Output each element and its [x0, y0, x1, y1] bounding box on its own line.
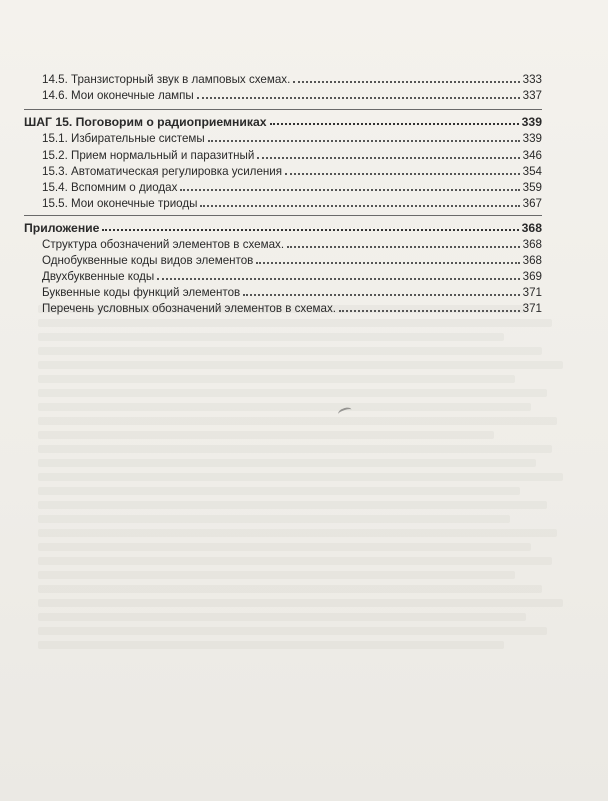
leader-dots	[287, 246, 520, 248]
toc-entry-page: 346	[522, 149, 542, 162]
toc-chapter-page: 368	[521, 221, 542, 235]
toc-entry-title: 15.4. Вспомним о диодах	[42, 181, 178, 194]
toc-entry-title: 15.5. Мои оконечные триоды	[42, 197, 198, 210]
toc-entry-title: Структура обозначений элементов в схемах.	[42, 238, 285, 251]
toc-entry-page: 369	[522, 270, 542, 283]
toc-appendix	[24, 219, 542, 235]
leader-dots	[285, 173, 520, 175]
toc-entry-appendix-3	[42, 268, 542, 284]
toc-entry-page: 333	[522, 73, 542, 86]
toc-entry-15-2	[42, 147, 542, 163]
toc-entry-page: 337	[522, 89, 542, 102]
toc-entry-page: 371	[522, 286, 542, 299]
toc-entry-appendix-1	[42, 236, 542, 252]
toc-entry-page: 339	[522, 132, 542, 145]
toc-entry-title: Двухбуквенные коды	[42, 270, 155, 283]
toc-entry-14-5	[42, 71, 542, 87]
section-divider	[24, 109, 542, 110]
toc-entry-page: 368	[522, 238, 542, 251]
toc-entry-title: 15.2. Прием нормальный и паразитный	[42, 149, 255, 162]
toc-entry-appendix-5	[42, 300, 542, 316]
toc-entry-15-3	[42, 163, 542, 179]
leader-dots	[180, 189, 519, 191]
leader-dots	[293, 81, 519, 83]
leader-dots	[339, 310, 520, 312]
toc-chapter-title: Приложение	[24, 221, 100, 235]
toc-entry-title: 15.3. Автоматическая регулировка усиления	[42, 165, 283, 178]
leader-dots	[197, 97, 520, 99]
toc-entry-14-6	[42, 87, 542, 103]
section-divider	[24, 215, 542, 216]
toc-entry-title: Однобуквенные коды видов элементов	[42, 254, 254, 267]
toc-entry-title: 14.6. Мои оконечные лампы	[42, 89, 194, 102]
toc-chapter-page: 339	[521, 115, 542, 129]
toc-entry-page: 371	[522, 302, 542, 315]
toc-entry-page: 359	[522, 181, 542, 194]
toc-entry-page: 368	[522, 254, 542, 267]
toc-entry-15-1	[42, 130, 542, 146]
leader-dots	[208, 140, 520, 142]
toc-entry-appendix-4	[42, 284, 542, 300]
toc-entry-15-4	[42, 179, 542, 195]
toc-entry-page: 367	[522, 197, 542, 210]
toc-entry-appendix-2	[42, 252, 542, 268]
leader-dots	[102, 229, 518, 231]
toc-entry-title: 14.5. Транзисторный звук в ламповых схемах.	[42, 73, 291, 86]
toc-entry-15-5	[42, 195, 542, 211]
toc-entry-title: Буквенные коды функций элементов	[42, 286, 241, 299]
bleed-through-texture	[38, 300, 568, 655]
leader-dots	[270, 123, 519, 125]
leader-dots	[200, 205, 519, 207]
toc-entry-page: 354	[522, 165, 542, 178]
toc-entry-title: Перечень условных обозначений элементов в схемах.	[42, 302, 336, 315]
toc-chapter-title: ШАГ 15. Поговорим о радиоприемниках	[24, 115, 267, 129]
leader-dots	[256, 262, 519, 264]
leader-dots	[243, 294, 519, 296]
leader-dots	[157, 278, 519, 280]
ink-mark	[337, 406, 353, 418]
toc-chapter-15	[24, 113, 542, 129]
toc-entry-title: 15.1. Избирательные системы	[42, 132, 205, 145]
leader-dots	[257, 157, 519, 159]
